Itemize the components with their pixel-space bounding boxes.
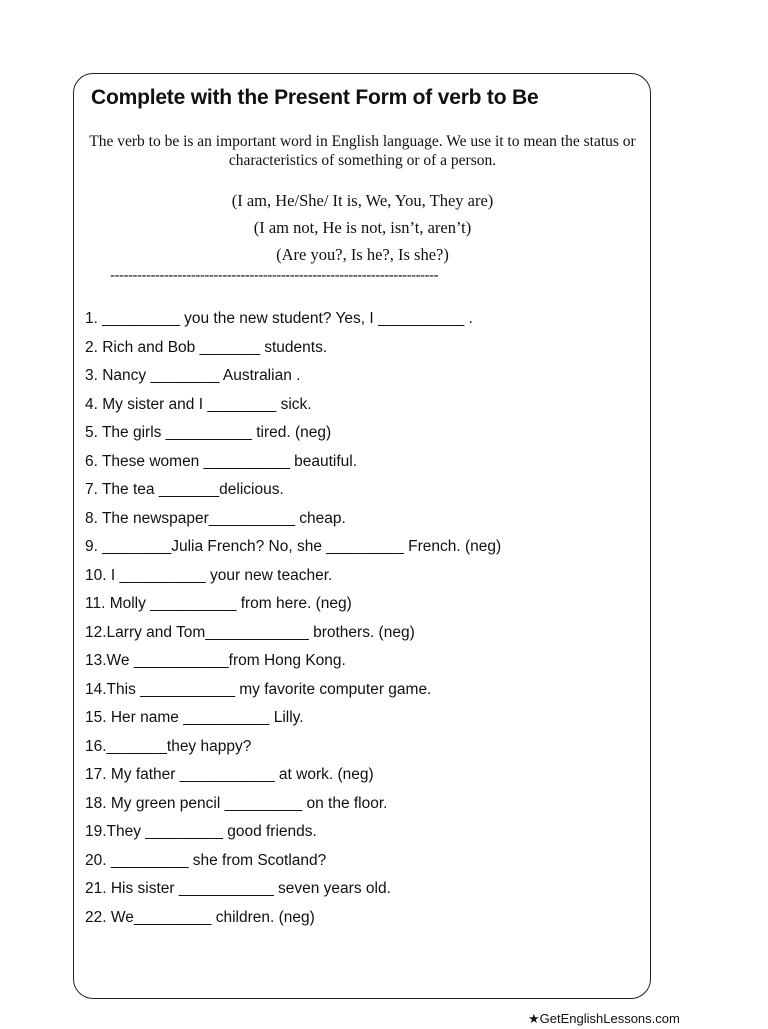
verb-forms: [80, 187, 645, 268]
question-list: [85, 305, 501, 932]
question-item: 22. We_________ children. (neg): [85, 908, 315, 926]
question-item: 9. ________Julia French? No, she _________ French. (neg): [85, 538, 502, 555]
question-item: 4. My sister and I ________ sick.: [85, 395, 312, 413]
question-item: 19.They _________ good friends.: [85, 823, 317, 840]
verb-forms-affirmative: (I am, He/She/ It is, We, You, They are): [231, 191, 494, 210]
verb-forms-questions: (Are you?, Is he?, Is she?): [276, 245, 449, 264]
question-item: 14.This ___________ my favorite computer game.: [85, 680, 432, 698]
question-item: 11. Molly __________ from here. (neg): [85, 595, 352, 612]
question-item: 6. These women __________ beautiful.: [85, 452, 358, 470]
footer-credit: [528, 1009, 680, 1029]
intro-paragraph: The verb to be is an important word in English language. We use it to mean the status or characteristics of something or of a person.: [89, 133, 636, 169]
question-item: 3. Nancy ________ Australian .: [85, 367, 301, 384]
question-item: 1. _________ you the new student? Yes, I __________ .: [85, 310, 473, 327]
verb-forms-negative: (I am not, He is not, isn’t, aren’t): [253, 218, 472, 237]
question-item: 5. The girls __________ tired. (neg): [85, 424, 332, 441]
question-item: 7. The tea _______delicious.: [85, 481, 284, 498]
question-item: 2. Rich and Bob _______ students.: [85, 338, 328, 356]
question-item: 21. His sister ___________ seven years old.: [85, 880, 391, 897]
dashed-divider: -------------------------------------------------------------------------: [110, 267, 439, 284]
question-item: 17. My father ___________ at work. (neg): [85, 766, 374, 783]
star-icon: ★: [528, 1011, 540, 1026]
footer-site: GetEnglishLessons.com: [539, 1011, 680, 1026]
question-item: 8. The newspaper__________ cheap.: [85, 509, 346, 527]
worksheet-title: Complete with the Present Form of verb to Be: [91, 86, 539, 109]
question-item: 12.Larry and Tom____________ brothers. (neg): [85, 623, 415, 641]
question-item: 13.We ___________from Hong Kong.: [85, 652, 346, 669]
question-item: 10. I __________ your new teacher.: [85, 566, 333, 584]
question-item: 18. My green pencil _________ on the floor.: [85, 794, 388, 812]
question-item: 20. _________ she from Scotland?: [85, 851, 327, 869]
question-item: 16._______they happy?: [85, 737, 252, 755]
question-item: 15. Her name __________ Lilly.: [85, 709, 304, 726]
